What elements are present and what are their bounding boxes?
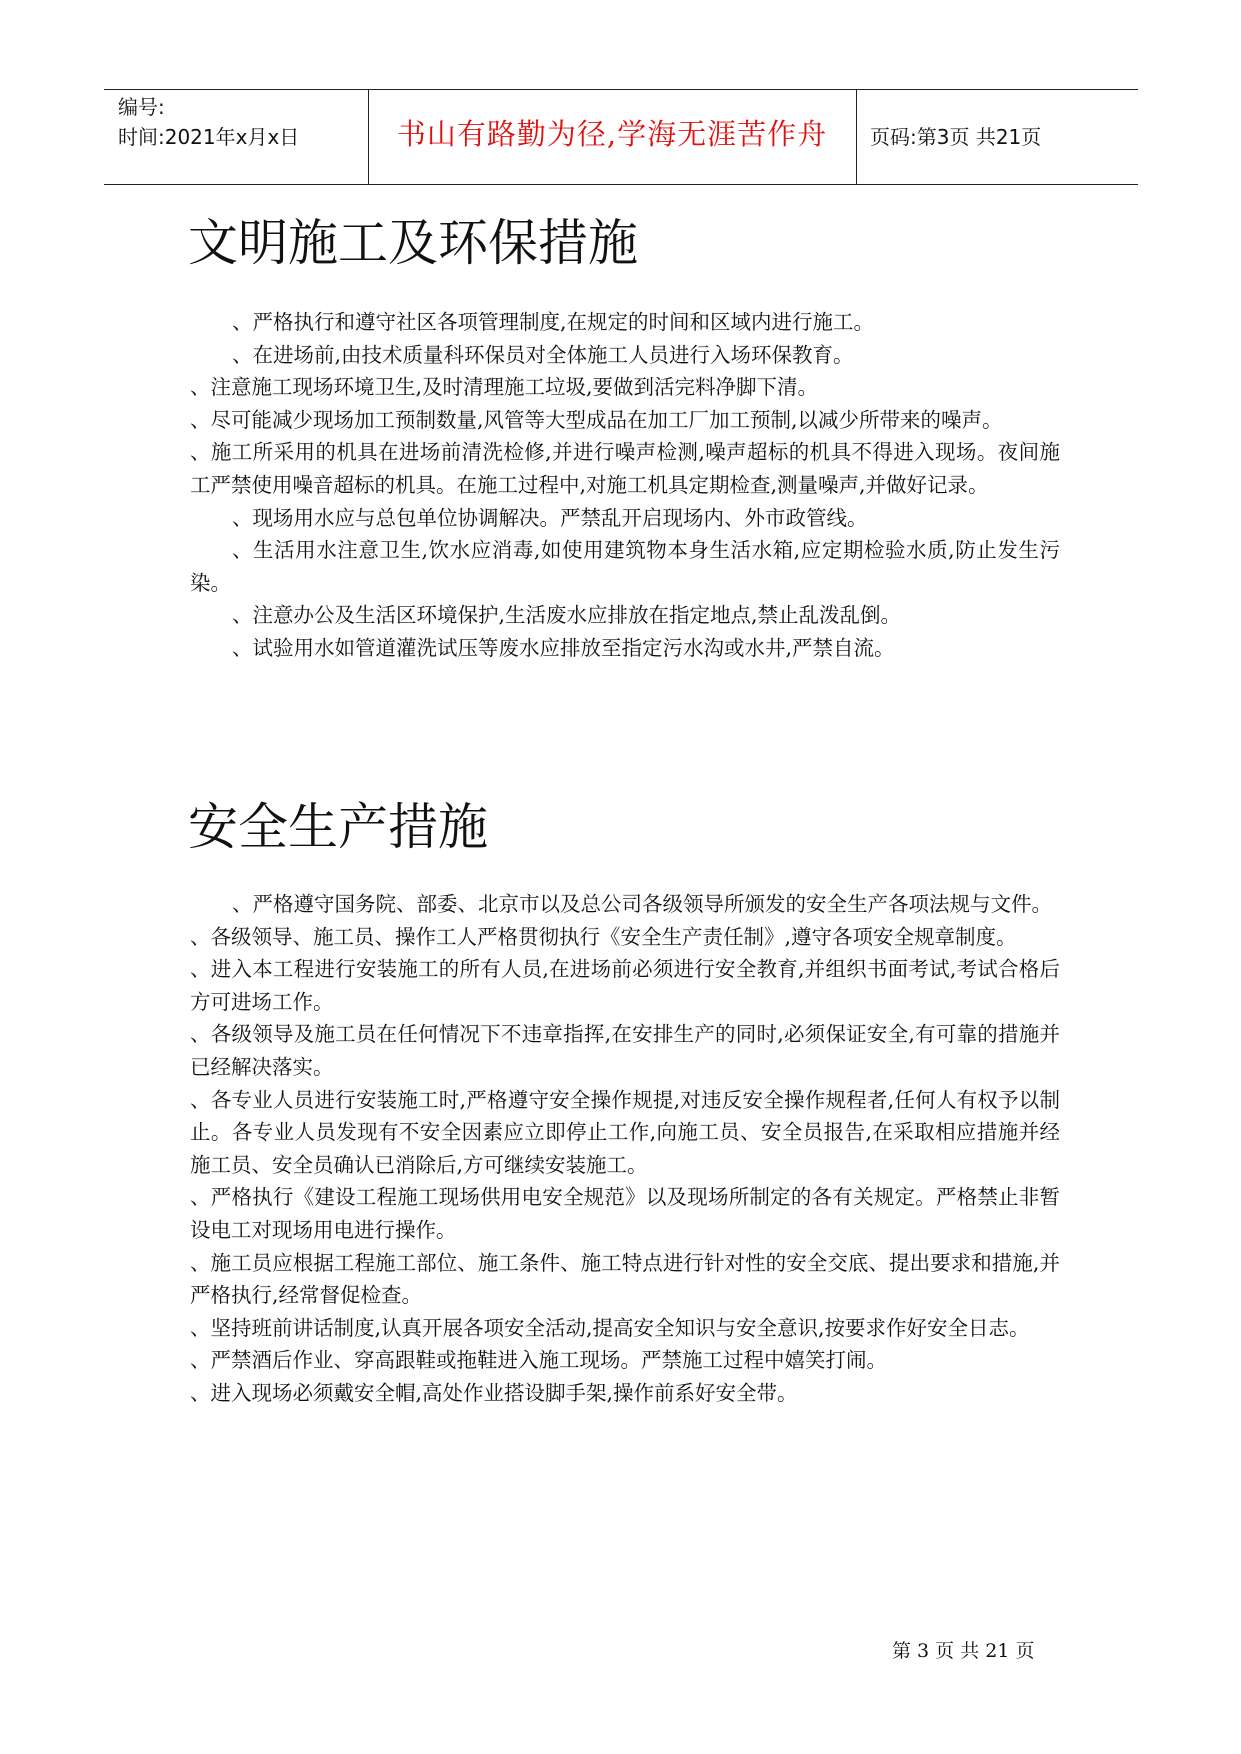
section-body-environment [190,306,1060,665]
document-time-label: 时间:2021年x月x日 [118,125,300,149]
paragraph: 、试验用水如管道灌洗试压等废水应排放至指定污水沟或水井,严禁自流。 [232,635,895,660]
section-title-safety: 安全生产措施 [188,798,488,856]
paragraph: 、严格遵守国务院、部委、北京市以及总公司各级领导所颁发的安全生产各项法规与文件。 [232,892,1052,916]
section-body-safety [190,888,1060,1410]
paragraph: 、严格执行和遵守社区各项管理制度,在规定的时间和区域内进行施工。 [232,310,875,334]
section-title-environment: 文明施工及环保措施 [188,214,638,272]
paragraph: 、各级领导及施工员在任何情况下不违章指挥,在安排生产的同时,必须保证安全,有可靠的措施并已经解决落实。 [190,1022,1060,1079]
page-footer: 第 3 页 共 21 页 [892,1640,1035,1662]
header-motto: 书山有路勤为径,学海无涯苦作舟 [396,117,828,151]
paragraph: 、坚持班前讲话制度,认真开展各项安全活动,提高安全知识与安全意识,按要求作好安全日志。 [190,1315,1030,1340]
header-page-info: 页码:第3页 共21页 [870,125,1042,149]
document-number-label: 编号: [118,95,165,119]
header-divider [856,90,857,184]
paragraph: 、严禁酒后作业、穿高跟鞋或拖鞋进入施工现场。严禁施工过程中嬉笑打闹。 [190,1348,887,1373]
paragraph: 、进入现场必须戴安全帽,高处作业搭设脚手架,操作前系好安全带。 [190,1380,798,1405]
paragraph: 、在进场前,由技术质量科环保员对全体施工人员进行入场环保教育。 [232,342,854,367]
paragraph: 、现场用水应与总包单位协调解决。严禁乱开启现场内、外市政管线。 [232,505,868,530]
page-header [104,89,1138,185]
paragraph: 、施工员应根据工程施工部位、施工条件、施工特点进行针对性的安全交底、提出要求和措施,并严格执行,经常督促检查。 [190,1250,1060,1308]
paragraph: 、注意办公及生活区环境保护,生活废水应排放在指定地点,禁止乱泼乱倒。 [232,603,902,628]
paragraph: 、尽可能减少现场加工预制数量,风管等大型成品在加工厂加工预制,以减少所带来的噪声。 [190,407,1003,432]
paragraph: 、生活用水注意卫生,饮水应消毒,如使用建筑物本身生活水箱,应定期检验水质,防止发生污染。 [190,538,1060,595]
paragraph: 、各专业人员进行安装施工时,严格遵守安全操作规提,对违反安全操作规程者,任何人有权予以制止。各专业人员发现有不安全因素应立即停止工作,向施工员、安全员报告,在采取相应措施并经施工员、安全员确认已消除后,方可继续安装施工。 [190,1087,1060,1177]
paragraph: 、进入本工程进行安装施工的所有人员,在进场前必须进行安全教育,并组织书面考试,考试合格后方可进场工作。 [190,957,1060,1014]
paragraph: 、严格执行《建设工程施工现场供用电安全规范》以及现场所制定的各有关规定。严格禁止非暂设电工对现场用电进行操作。 [190,1185,1060,1242]
header-divider [368,90,369,184]
paragraph: 、施工所采用的机具在进场前清洗检修,并进行噪声检测,噪声超标的机具不得进入现场。夜间施工严禁使用噪音超标的机具。在施工过程中,对施工机具定期检查,测量噪声,并做好记录。 [190,440,1060,497]
header-meta [118,92,358,152]
paragraph: 、注意施工现场环境卫生,及时清理施工垃圾,要做到活完料净脚下清。 [190,375,819,400]
paragraph: 、各级领导、施工员、操作工人严格贯彻执行《安全生产责任制》,遵守各项安全规章制度。 [190,924,1017,949]
